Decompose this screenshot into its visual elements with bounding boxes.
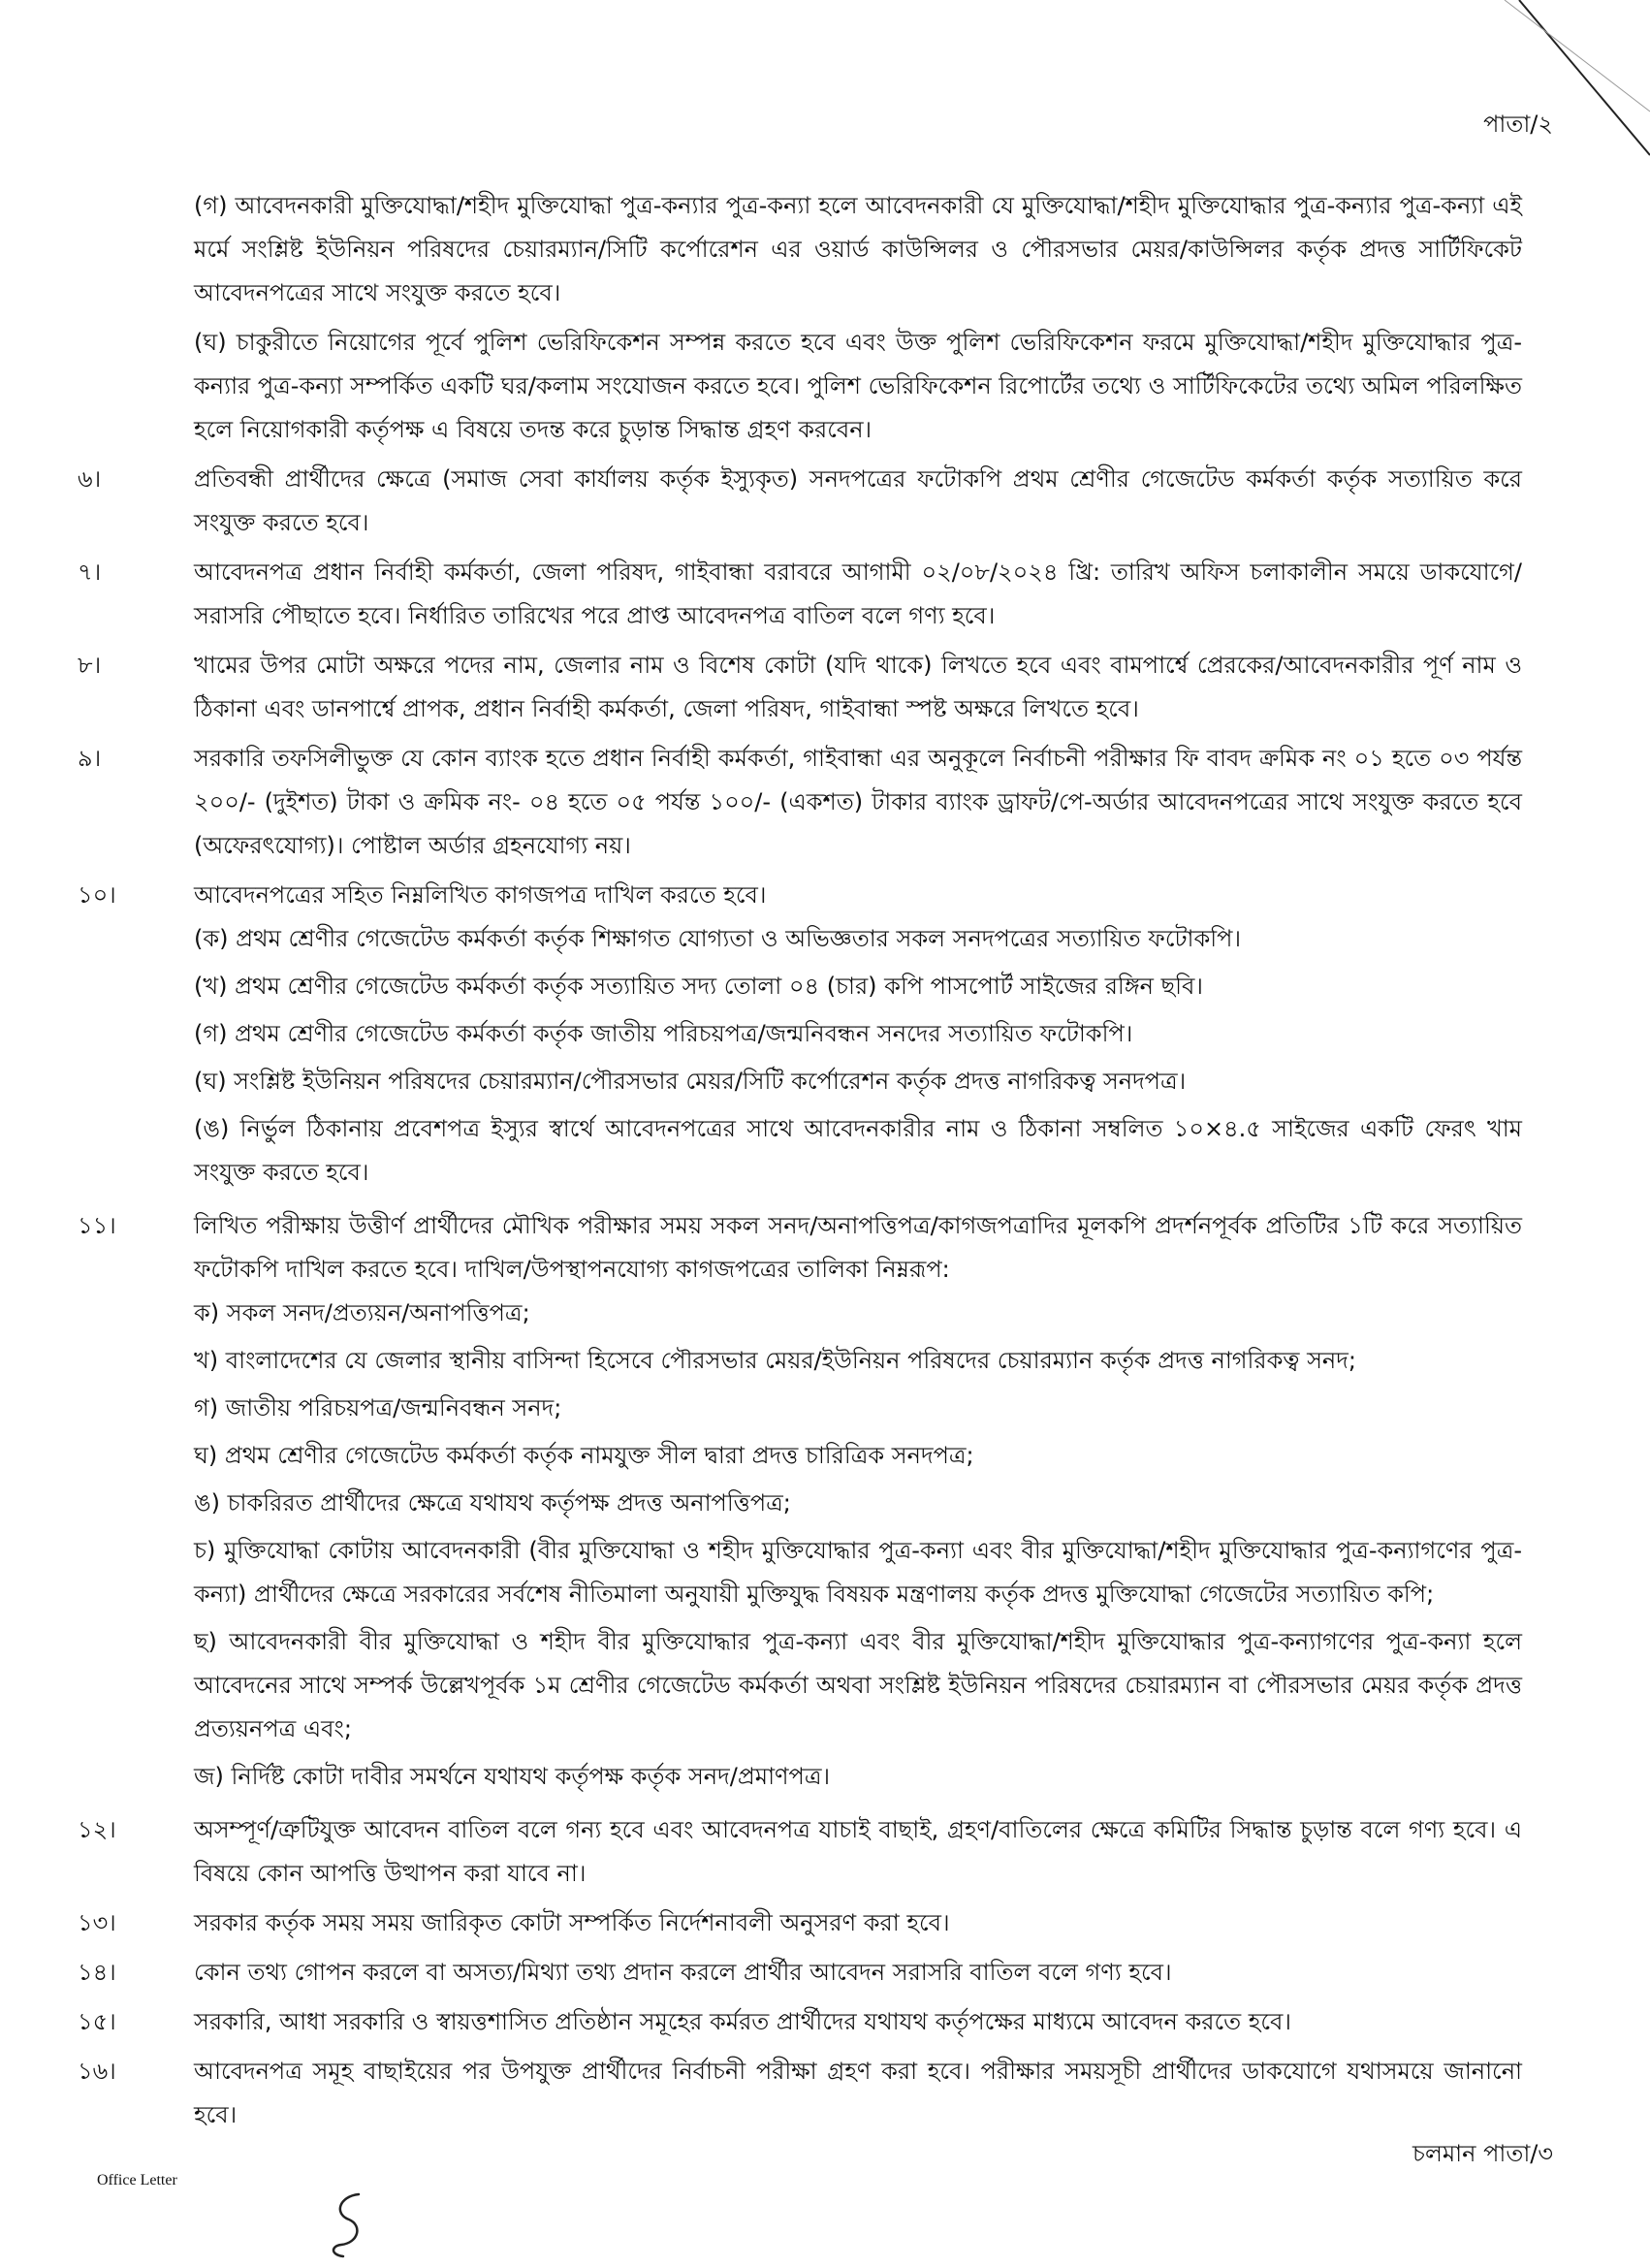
item-content	[194, 1951, 1522, 1995]
sub-item: (ঘ) সংশ্লিষ্ট ইউনিয়ন পরিষদের চেয়ারম্যান/পৌরসভার মেয়র/সিটি কর্পোরেশন কর্তৃক প্রদত্ত নাগরিকত্ব সনদপত্র।	[194, 1068, 1187, 1095]
item-text: আবেদনপত্র সমূহ বাছাইয়ের পর উপযুক্ত প্রার্থীদের নির্বাচনী পরীক্ষা গ্রহণ করা হবে। পরীক্ষার সময়সূচী প্রার্থীদের ডাকযোগে যথাসময়ে জানানো হবে।	[194, 2058, 1522, 2128]
item-text: আবেদনপত্র প্রধান নির্বাহী কর্মকর্তা, জেলা পরিষদ, গাইবান্ধা বরাবরে আগামী ০২/০৮/২০২৪ খ্রি: তারিখ অফিস চলাকালীন সময়ে ডাকযোগে/সরাসরি পৌছাতে হবে। নির্ধারিত তারিখের পরে প্রাপ্ত আবেদনপত্র বাতিল বলে গণ্য হবে।	[194, 559, 1522, 629]
sub-item: জ) নির্দিষ্ট কোটা দাবীর সমর্থনে যথাযথ কর্তৃপক্ষ কর্তৃক সনদ/প্রমাণপত্র।	[194, 1763, 831, 1790]
sub-item: (ঙ) নির্ভুল ঠিকানায় প্রবেশপত্র ইস্যুর স্বার্থে আবেদনপত্রের সাথে আবেদনকারীর নাম ও ঠিকানা সম্বলিত ১০×৪.৫ সাইজের একটি ফেরৎ খাম সংযুক্ত করতে হবে।	[194, 1115, 1522, 1186]
item-text: কোন তথ্য গোপন করলে বা অসত্য/মিথ্যা তথ্য প্রদান করলে প্রার্থীর আবেদন সরাসরি বাতিল বলে গণ্য হবে।	[194, 1959, 1172, 1986]
list-item	[78, 1204, 1522, 1803]
sub-item: ক) সকল সনদ/প্রত্যয়ন/অনাপত্তিপত্র;	[194, 1299, 530, 1326]
item-number: ৯।	[78, 745, 102, 772]
item-content	[194, 737, 1522, 868]
signature-icon	[320, 2187, 388, 2264]
page-corner-fold	[1466, 0, 1650, 184]
intro-paragraph: (ঘ) চাকুরীতে নিয়োগের পূর্বে পুলিশ ভেরিফিকেশন সম্পন্ন করতে হবে এবং উক্ত পুলিশ ভেরিফিকেশন ফরমে মুক্তিযোদ্ধা/শহীদ মুক্তিযোদ্ধার পুত্র- কন্যার পুত্র-কন্যা সম্পর্কিত একটি ঘর/কলাম সংযোজন করতে হবে। পুলিশ ভেরিফিকেশন রিপোর্টের তথ্যে ও সার্টিফিকেটের তথ্যে অমিল পরিলক্ষিত হলে নিয়োগকারী কর্তৃপক্ষ এ বিষয়ে তদন্ত করে চুড়ান্ত সিদ্ধান্ত গ্রহণ করবেন।	[194, 329, 1522, 443]
intro-paragraph: (গ) আবেদনকারী মুক্তিযোদ্ধা/শহীদ মুক্তিযোদ্ধা পুত্র-কন্যার পুত্র-কন্যা হলে আবেদনকারী যে মুক্তিযোদ্ধা/শহীদ মুক্তিযোদ্ধার পুত্র-কন্যার পুত্র-কন্যা এই মর্মে সংশ্লিষ্ট ইউনিয়ন পরিষদের চেয়ারম্যান/সিটি কর্পোরেশন এর ওয়ার্ড কাউন্সিলর ও পৌরসভার মেয়র/কাউন্সিলর কর্তৃক প্রদত্ত সার্টিফিকেট আবেদনপত্রের সাথে সংযুক্ত করতে হবে।	[194, 192, 1522, 306]
sub-item: খ) বাংলাদেশের যে জেলার স্থানীয় বাসিন্দা হিসেবে পৌরসভার মেয়র/ইউনিয়ন পরিষদের চেয়ারম্যান কর্তৃক প্রদত্ত নাগরিকত্ব সনদ;	[194, 1347, 1356, 1374]
sub-item: ঙ) চাকরিরত প্রার্থীদের ক্ষেত্রে যথাযথ কর্তৃপক্ষ প্রদত্ত অনাপত্তিপত্র;	[194, 1489, 791, 1517]
item-text: সরকার কর্তৃক সময় সময় জারিকৃত কোটা সম্পর্কিত নির্দেশনাবলী অনুসরণ করা হবে।	[194, 1909, 950, 1936]
item-text: লিখিত পরীক্ষায় উত্তীর্ণ প্রার্থীদের মৌখিক পরীক্ষার সময় সকল সনদ/অনাপত্তিপত্র/কাগজপত্রাদির মূলকপি প্রদর্শনপূর্বক প্রতিটির ১টি করে সত্যায়িত ফটোকপি দাখিল করতে হবে। দাখিল/উপস্থাপনযোগ্য কাগজপত্রের তালিকা নিম্নরূপ:	[194, 1212, 1522, 1283]
document-body	[78, 184, 1522, 2143]
item-number: ৭।	[78, 559, 102, 586]
list-item	[78, 737, 1522, 868]
list-item	[78, 644, 1522, 731]
list-item	[78, 2050, 1522, 2137]
item-content	[194, 874, 1522, 1198]
list-item	[78, 2000, 1522, 2044]
list-item	[78, 1951, 1522, 1995]
sub-item: গ) জাতীয় পরিচয়পত্র/জন্মনিবন্ধন সনদ;	[194, 1394, 562, 1421]
page-number: পাতা/২	[1483, 111, 1553, 138]
sub-item: (ক) প্রথম শ্রেণীর গেজেটেড কর্মকর্তা কর্তৃক শিক্ষাগত যোগ্যতা ও অভিজ্ঞতার সকল সনদপত্রের সত্যায়িত ফটোকপি।	[194, 925, 1242, 952]
list-item	[78, 874, 1522, 1198]
item-number: ৮।	[78, 652, 102, 679]
item-content	[194, 1808, 1522, 1896]
item-content	[194, 1204, 1522, 1803]
sub-item: (খ) প্রথম শ্রেণীর গেজেটেড কর্মকর্তা কর্তৃক সত্যায়িত সদ্য তোলা ০৪ (চার) কপি পাসপোর্ট সাইজের রঙ্গিন ছবি।	[194, 973, 1203, 1000]
item-number: ৬।	[78, 465, 102, 493]
list-item	[78, 551, 1522, 638]
item-text: সরকারি তফসিলীভুক্ত যে কোন ব্যাংক হতে প্রধান নির্বাহী কর্মকর্তা, গাইবান্ধা এর অনুকূলে নির্বাচনী পরীক্ষার ফি বাবদ ক্রমিক নং ০১ হতে ০৩ পর্যন্ত ২০০/- (দুইশত) টাকা ও ক্রমিক নং- ০৪ হতে ০৫ পর্যন্ত ১০০/- (একশত) টাকার ব্যাংক ড্রাফট/পে-অর্ডার আবেদনপত্রের সাথে সংযুক্ত করতে হবে (অফেরৎযোগ্য)। পোষ্টাল অর্ডার গ্রহনযোগ্য নয়।	[194, 745, 1522, 859]
numbered-list	[78, 458, 1522, 2137]
item-number: ১১।	[78, 1212, 116, 1239]
sub-item: চ) মুক্তিযোদ্ধা কোটায় আবেদনকারী (বীর মুক্তিযোদ্ধা ও শহীদ মুক্তিযোদ্ধার পুত্র-কন্যা এবং বীর মুক্তিযোদ্ধা/শহীদ মুক্তিযোদ্ধার পুত্র-কন্যাগণের পুত্র-কন্যা) প্রার্থীদের ক্ষেত্রে সরকারের সর্বশেষ নীতিমালা অনুযায়ী মুক্তিযুদ্ধ বিষয়ক মন্ত্রণালয় কর্তৃক প্রদত্ত মুক্তিযোদ্ধা গেজেটের সত্যায়িত কপি;	[194, 1537, 1522, 1608]
item-text: খামের উপর মোটা অক্ষরে পদের নাম, জেলার নাম ও বিশেষ কোটা (যদি থাকে) লিখতে হবে এবং বামপার্শ্বে প্রেরকের/আবেদনকারীর পূর্ণ নাম ও ঠিকানা এবং ডানপার্শ্বে প্রাপক, প্রধান নির্বাহী কর্মকর্তা, জেলা পরিষদ, গাইবান্ধা স্পষ্ট অক্ষরে লিখতে হবে।	[194, 652, 1522, 722]
item-text: অসম্পূর্ণ/ত্রুটিযুক্ত আবেদন বাতিল বলে গন্য হবে এবং আবেদনপত্র যাচাই বাছাই, গ্রহণ/বাতিলের ক্ষেত্রে কমিটির সিদ্ধান্ত চুড়ান্ত বলে গণ্য হবে। এ বিষয়ে কোন আপত্তি উত্থাপন করা যাবে না।	[194, 1816, 1522, 1887]
item-number: ১২।	[78, 1816, 116, 1843]
list-item	[78, 1901, 1522, 1945]
continued-page-label: চলমান পাতা/৩	[1412, 2140, 1553, 2167]
item-content	[194, 2050, 1522, 2137]
sub-item: ঘ) প্রথম শ্রেণীর গেজেটেড কর্মকর্তা কর্তৃক নামযুক্ত সীল দ্বারা প্রদত্ত চারিত্রিক সনদপত্র;	[194, 1442, 974, 1469]
item-number: ১৬।	[78, 2058, 116, 2085]
item-content	[194, 644, 1522, 731]
list-item	[78, 1808, 1522, 1896]
intro-section	[78, 184, 1522, 452]
item-number: ১০।	[78, 881, 116, 909]
item-number: ১৫।	[78, 2008, 116, 2035]
list-item	[78, 458, 1522, 545]
item-content	[194, 458, 1522, 545]
item-text: সরকারি, আধা সরকারি ও স্বায়ত্তশাসিত প্রতিষ্ঠান সমূহের কর্মরত প্রার্থীদের যথাযথ কর্তৃপক্ষের মাধ্যমে আবেদন করতে হবে।	[194, 2008, 1291, 2035]
item-content	[194, 1901, 1522, 1945]
office-letter-label: Office Letter	[97, 2172, 177, 2188]
item-content	[194, 551, 1522, 638]
item-text: প্রতিবন্ধী প্রার্থীদের ক্ষেত্রে (সমাজ সেবা কার্যালয় কর্তৃক ইস্যুকৃত) সনদপত্রের ফটোকপি প্রথম শ্রেণীর গেজেটেড কর্মকর্তা কর্তৃক সত্যায়িত করে সংযুক্ত করতে হবে।	[194, 465, 1522, 536]
item-number: ১৪।	[78, 1959, 116, 1986]
item-number: ১৩।	[78, 1909, 116, 1936]
sub-item: ছ) আবেদনকারী বীর মুক্তিযোদ্ধা ও শহীদ বীর মুক্তিযোদ্ধার পুত্র-কন্যা এবং বীর মুক্তিযোদ্ধা/শহীদ মুক্তিযোদ্ধার পুত্র-কন্যাগণের পুত্র-কন্যা হলে আবেদনের সাথে সম্পর্ক উল্লেখপূর্বক ১ম শ্রেণীর গেজেটেড কর্মকর্তা অথবা সংশ্লিষ্ট ইউনিয়ন পরিষদের চেয়ারম্যান বা পৌরসভার মেয়র কর্তৃক প্রদত্ত প্রত্যয়নপত্র এবং;	[194, 1628, 1522, 1742]
item-content	[194, 2000, 1522, 2044]
sub-item: (গ) প্রথম শ্রেণীর গেজেটেড কর্মকর্তা কর্তৃক জাতীয় পরিচয়পত্র/জন্মনিবন্ধন সনদের সত্যায়িত ফটোকপি।	[194, 1020, 1133, 1047]
item-text: আবেদনপত্রের সহিত নিম্নলিখিত কাগজপত্র দাখিল করতে হবে।	[194, 881, 767, 909]
